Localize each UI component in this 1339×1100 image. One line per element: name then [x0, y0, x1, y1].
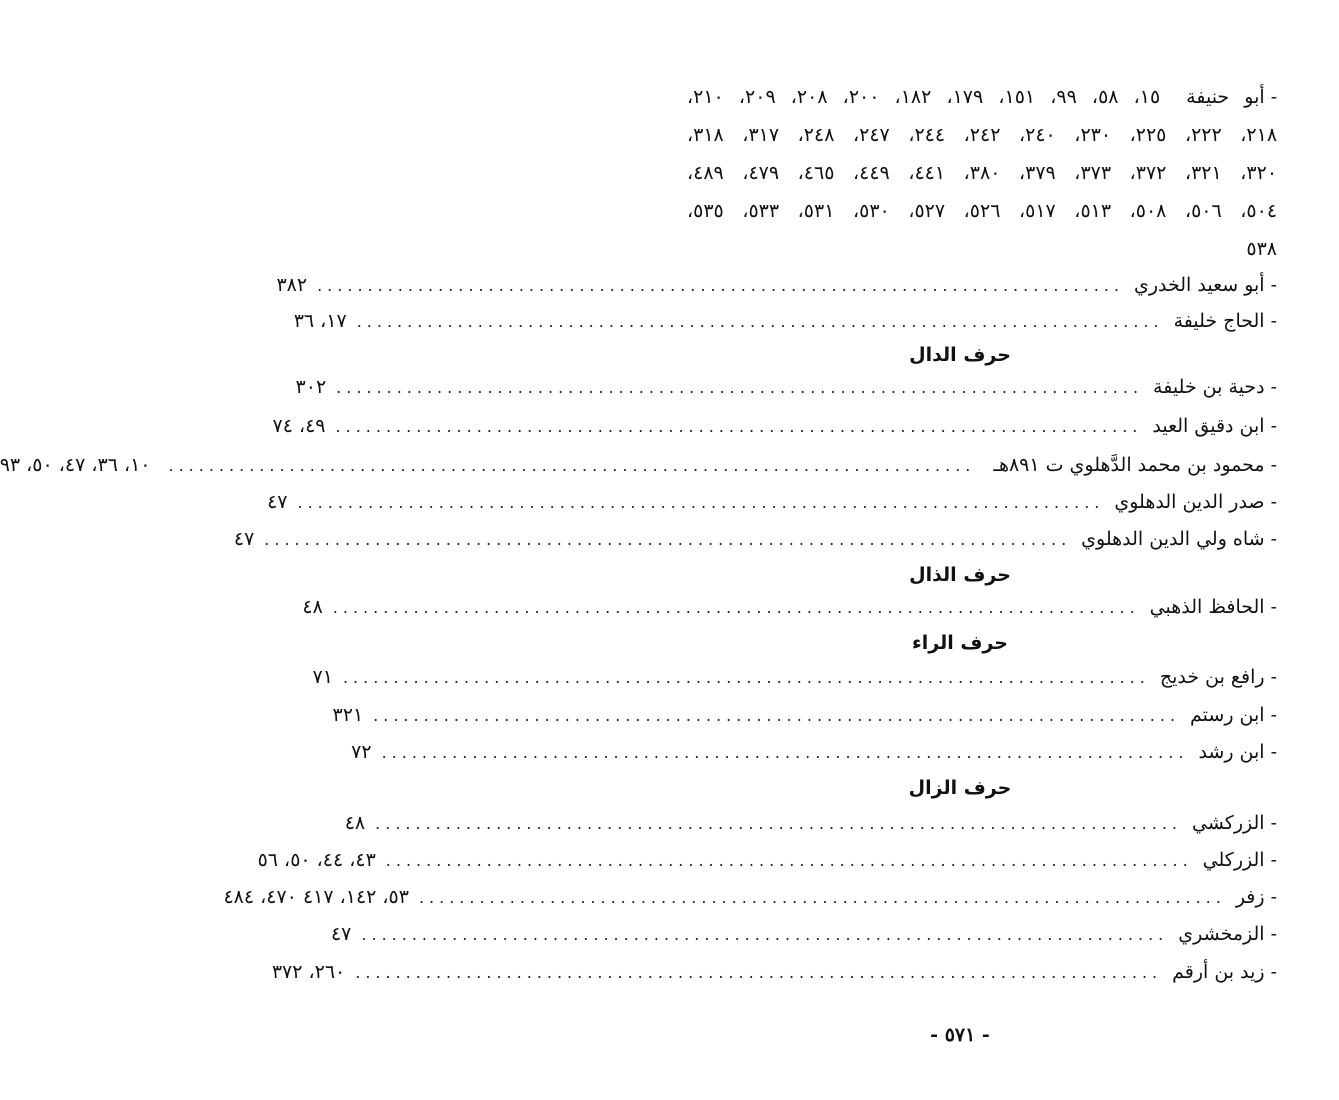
entry-dash: - [1270, 86, 1278, 108]
entry-pages: ٢٦٠، ٣٧٢ [271, 961, 346, 983]
entry-name: ابن رشد [1198, 741, 1265, 763]
entry-name: الحافظ الذهبي [1149, 596, 1265, 618]
dot-leader: ................................................................................ [375, 813, 1183, 833]
entry-name: الحاج خليفة [1173, 310, 1265, 332]
entry-pages: ٤٧ [330, 923, 352, 945]
dot-leader: ................................................................................ [356, 311, 1164, 331]
dot-leader: ................................................................................ [355, 962, 1163, 982]
index-entry [257, 843, 1277, 877]
index-entry [276, 268, 1277, 302]
entry-dash: - [1270, 812, 1277, 834]
index-entry [233, 522, 1277, 556]
entry-pages: ٤٨ [302, 596, 323, 618]
entry-dash: - [1270, 454, 1277, 476]
index-entry [332, 698, 1277, 732]
index-entry-line: ٢١٨، ٢٢٢، ٢٢٥، ٢٣٠، ٢٤٠، ٢٤٢، ٢٤٤، ٢٤٧، ٢٤٨، ٣١٧، ٣١٨، [687, 124, 1278, 146]
index-entry [330, 917, 1277, 951]
index-entry [267, 485, 1277, 519]
dot-leader: ................................................................................ [264, 529, 1072, 549]
dot-leader: ................................................................................ [317, 275, 1124, 295]
section-heading: حرف الدال [909, 344, 1011, 366]
entry-dash: - [1270, 274, 1277, 296]
dot-leader: ................................................................................ [361, 924, 1169, 944]
index-entry-line: ٣٢٠، ٣٢١، ٣٧٢، ٣٧٣، ٣٧٩، ٣٨٠، ٤٤١، ٤٤٩، ٤٦٥، ٤٧٩، ٤٨٩، [687, 162, 1278, 184]
dot-leader: ................................................................................ [418, 887, 1226, 907]
index-entry [223, 880, 1277, 914]
entry-pages: ٤٧ [233, 528, 255, 550]
entry-dash: - [1270, 961, 1277, 983]
entry-dash: - [1270, 923, 1277, 945]
entry-name: دحية بن خليفة [1153, 376, 1265, 398]
entry-pages: ١٥، ٥٨، ٩٩، ١٥١، ١٧٩، ١٨٢، ٢٠٠، ٢٠٨، ٢٠٩، ٢١٠، [687, 86, 1161, 108]
entry-dash: - [1270, 886, 1277, 908]
index-entry-line [687, 78, 1277, 116]
entry-name: زفر [1235, 886, 1265, 908]
dot-leader: ................................................................................ [342, 667, 1150, 687]
dot-leader: ................................................................................ [381, 742, 1189, 762]
dot-leader: ................................................................................ [168, 455, 976, 475]
entry-pages: ٤٩، ٧٤ [272, 415, 326, 437]
entry-name: أبو سعيد الخدري [1133, 274, 1265, 296]
section-heading: حرف الذال [909, 564, 1011, 586]
entry-dash: - [1270, 704, 1277, 726]
dot-leader: ................................................................................ [373, 705, 1181, 725]
dot-leader: ................................................................................ [297, 492, 1105, 512]
entry-pages: ٤٣، ٤٤، ٥٠، ٥٦ [257, 849, 376, 871]
entry-dash: - [1270, 491, 1277, 513]
entry-name: شاه ولي الدين الدهلوي [1081, 528, 1265, 550]
entry-name: الزركشي [1192, 812, 1265, 834]
index-entry [272, 409, 1277, 443]
index-entry [351, 735, 1277, 769]
index-entry [0, 448, 1277, 482]
entry-name: أبو حنيفة [1186, 86, 1265, 108]
index-entry [293, 304, 1277, 338]
entry-pages: ٥٣، ١٤٢، ٤١٧ ٤٧٠، ٤٨٤ [223, 886, 409, 908]
entry-pages: ٧٢ [351, 741, 372, 763]
entry-name: الزمخشري [1178, 923, 1265, 945]
entry-pages: ٧١ [312, 666, 333, 688]
entry-dash: - [1270, 596, 1277, 618]
index-entry [312, 660, 1277, 694]
dot-leader: ................................................................................ [336, 377, 1144, 397]
entry-dash: - [1270, 666, 1277, 688]
entry-dash: - [1270, 310, 1277, 332]
entry-name: ابن رستم [1190, 704, 1265, 726]
entry-dash: - [1270, 849, 1277, 871]
entry-pages: ٤٧ [267, 491, 288, 513]
entry-dash: - [1270, 376, 1277, 398]
entry-pages: ٤٨ [344, 812, 366, 834]
index-entry-abu-hanifa [687, 78, 1277, 268]
entry-pages: ١٠، ٣٦، ٤٧، ٥٠، ٩٣ [0, 454, 151, 476]
index-entry-line: ٥٠٤، ٥٠٦، ٥٠٨، ٥١٣، ٥١٧، ٥٢٦، ٥٢٧، ٥٣٠، ٥٣١، ٥٣٣، ٥٣٥، [687, 200, 1278, 222]
entry-name: الزركلي [1202, 849, 1265, 871]
entry-pages: ٣٨٢ [276, 274, 308, 296]
entry-pages: ٣٠٢ [295, 376, 327, 398]
page-number: - ٥٧١ - [930, 1024, 990, 1046]
entry-dash: - [1270, 528, 1277, 550]
entry-name: صدر الدين الدهلوي [1114, 491, 1265, 513]
dot-leader: ................................................................................ [332, 597, 1140, 617]
entry-dash: - [1270, 415, 1277, 437]
section-heading: حرف الراء [912, 632, 1008, 654]
entry-pages: ٣٢١ [332, 704, 364, 726]
entry-name: رافع بن خديج [1159, 666, 1265, 688]
dot-leader: ................................................................................ [385, 850, 1193, 870]
entry-name: ابن دقيق العيد [1152, 415, 1265, 437]
entry-pages: ١٧، ٣٦ [293, 310, 347, 332]
index-entry [344, 806, 1277, 840]
entry-dash: - [1270, 741, 1277, 763]
entry-name: محمود بن محمد الدَّهلوي ت ٨٩١هـ [993, 454, 1265, 476]
entry-name: زيد بن أرقم [1172, 961, 1265, 983]
index-entry-line: ٥٣٨ [1246, 238, 1277, 260]
dot-leader: ................................................................................ [335, 416, 1143, 436]
section-heading: حرف الزال [908, 777, 1012, 799]
index-entry [302, 590, 1277, 624]
index-entry [295, 370, 1277, 404]
index-entry [271, 955, 1277, 989]
